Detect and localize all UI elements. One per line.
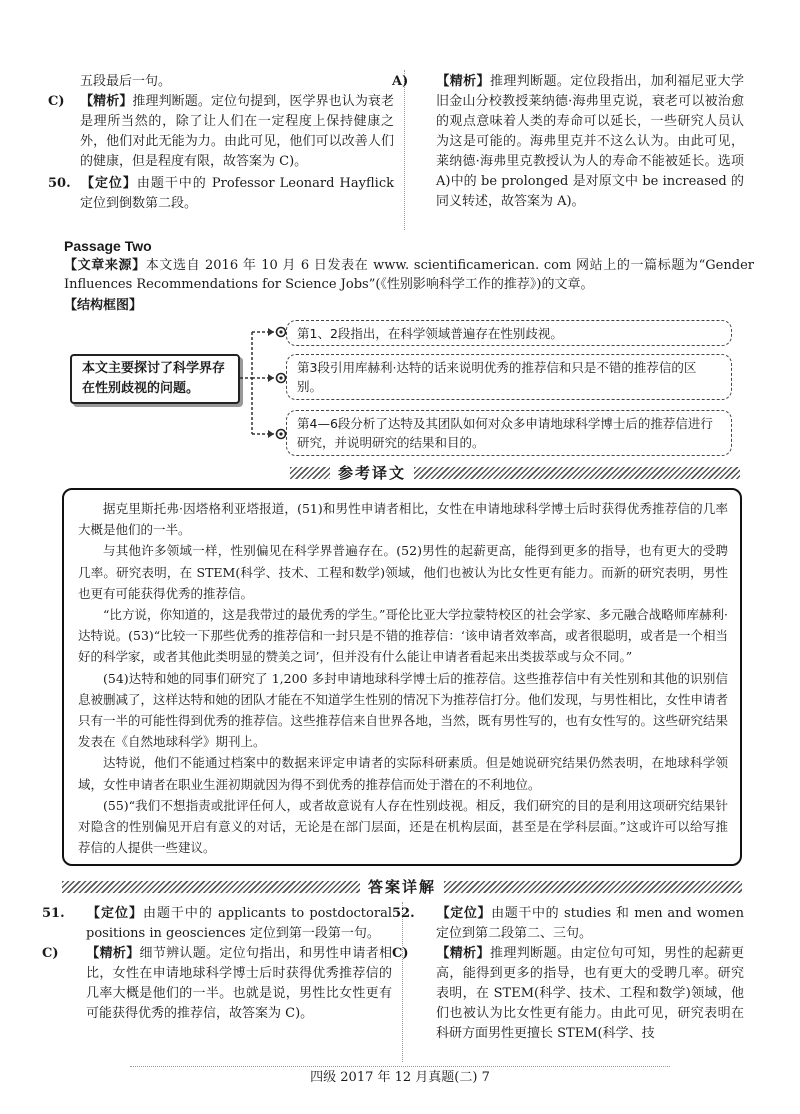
answers-left-column xyxy=(42,904,392,1024)
translation-paragraph-3: “比方说，你知道的，这是我带过的最优秀的学生。”哥伦比亚大学拉蒙特校区的社会学家、多元融合战略师库赫利·达特说。(53)“比较一下那些优秀的推荐信和一封只是不错的推荐信：‘该申请者效率高，或者很聪明，或者是一个相当好的科学家，或者其他此类明显的赞美之词’，但并没有什么能让申请者看起来出类拔萃或与众不同。” xyxy=(78,607,728,665)
structure-branch-2 xyxy=(286,354,732,400)
answer-49-analysis xyxy=(48,92,394,172)
answer-choice-label: C) xyxy=(392,946,409,961)
summary-text: 本文主要探讨了科学界存在性别歧视的问题。 xyxy=(82,361,226,396)
question-number: 50. xyxy=(48,176,71,191)
hatch-decoration xyxy=(62,881,360,893)
answers-section-bar xyxy=(62,876,742,898)
answer-choice-label: A) xyxy=(392,74,409,89)
analysis-tag: 【精析】 xyxy=(436,74,490,89)
page-footer: 四级 2017 年 12 月真题(二) 7 xyxy=(310,1070,490,1085)
hatch-decoration xyxy=(444,881,742,893)
question-number: 51. xyxy=(42,906,65,921)
structure-branch-1 xyxy=(286,320,732,346)
answer-52-analysis xyxy=(392,944,744,1044)
source-text: 本文选自 2016 年 10 月 6 日发表在 www. scientificamerican. com 网站上的一篇标题为“Gender Influences Recommendations for Science Jobs”(《性别影响科学工作的推荐》)的文章。 xyxy=(64,258,754,292)
analysis-tag: 【精析】 xyxy=(436,946,490,961)
answer-51-analysis xyxy=(42,944,392,1024)
top-right-column xyxy=(392,72,744,212)
article-summary-box xyxy=(70,354,240,404)
analysis-text: 推理判断题。由定位句可知，男性的起薪更高，能得到更多的指导，也有更大的受聘几率。研究表明，在 STEM(科学、技术、工程和数学)领域，他们也被认为比女性更有能力。由此可见，研究表明在科研方面男性更擅长 STEM(科学、技 xyxy=(436,946,744,1041)
answer-50-analysis xyxy=(392,72,744,212)
question-50-locate xyxy=(48,174,394,214)
locate-text: 由题干中的 studies 和 men and women 定位到第二段第二、三句。 xyxy=(436,906,744,941)
translation-paragraph-1: 据克里斯托弗·因塔格利亚塔报道，(51)和男性申请者相比，女性在申请地球科学博士后时获得优秀推荐信的几率大概是他们的一半。 xyxy=(78,501,728,538)
question-number: 52. xyxy=(392,906,415,921)
translation-box xyxy=(62,488,742,866)
translation-paragraph-4: (54)达特和她的同事们研究了 1,200 多封申请地球科学博士后的推荐信。这些推荐信中有关性别和其他的识别信息被删减了，这样达特和她的团队才能在不知道学生性别的情况下为推荐信打分。他们发现，与男性相比，女性申请者只有一半的可能性得到优秀的推荐信。这些推荐信来自世界各地，当然，既有男性写的，也有女性写的。这些研究结果发表在《自然地球科学》期刊上。 xyxy=(78,670,729,750)
locate-text: 由题干中的 applicants to postdoctoral positions in geosciences 定位到第一段第一句。 xyxy=(86,906,392,941)
column-divider xyxy=(402,902,403,1062)
locate-tag: 【定位】 xyxy=(86,906,143,921)
translation-section-bar xyxy=(290,462,740,484)
locate-text: 由题干中的 Professor Leonard Hayflick 定位到倒数第二段。 xyxy=(80,176,394,211)
structure-frame-label: 【结构框图】 xyxy=(64,298,143,313)
previous-answer-tail: 五段最后一句。 xyxy=(80,74,172,89)
analysis-tag: 【精析】 xyxy=(86,946,140,961)
translation-title: 参考译文 xyxy=(338,464,407,482)
footer-rule xyxy=(130,1066,670,1067)
hatch-decoration xyxy=(414,467,740,479)
branch-text: 第1、2段指出，在科学领域普遍存在性别歧视。 xyxy=(297,326,563,341)
analysis-text: 推理判断题。定位句提到，医学界也认为衰老是理所当然的，除了让人们在一定程度上保持健康之外，他们对此无能为力。由此可见，他们可以改善人们的健康，但是程度有限，故答案为 C)。 xyxy=(80,94,394,169)
analysis-text: 推理判断题。定位段指出，加利福尼亚大学旧金山分校教授莱纳德·海弗里克说，衰老可以被治愈的观点意味着人类的寿命可以延长，一些研究人员认为这是可能的。海弗里克并不这么认为。由此可见，莱纳德·海弗里克教授认为人的寿命不能被延长。选项 A)中的 be prolonged 是对原文中 be increased 的同义转述，故答案为 A)。 xyxy=(436,74,744,209)
locate-tag: 【定位】 xyxy=(80,176,137,191)
source-tag: 【文章来源】 xyxy=(64,258,146,273)
hatch-decoration xyxy=(290,467,330,479)
question-52-locate xyxy=(392,904,744,944)
column-divider xyxy=(404,70,405,230)
question-51-locate xyxy=(42,904,392,944)
translation-paragraph-5: 达特说，他们不能通过档案中的数据来评定申请者的实际科研素质。但是她说研究结果仍然表明，在地球科学领域，女性申请者在职业生涯初期就因为得不到优秀的推荐信而处于潜在的不利地位。 xyxy=(78,755,728,792)
translation-paragraph-2: 与其他许多领域一样，性别偏见在科学界普遍存在。(52)男性的起薪更高，能得到更多的指导，也有更大的受聘几率。研究表明，在 STEM(科学、技术、工程和数学)领域，他们也被认为比女性更有能力。而新的研究表明，男性也更有可能获得优秀的推荐信。 xyxy=(78,543,728,601)
passage-title: Passage Two xyxy=(64,238,152,254)
branch-text: 第3段引用库赫利·达特的话来说明优秀的推荐信和只是不错的推荐信的区别。 xyxy=(297,360,697,394)
answer-choice-label: C) xyxy=(42,946,59,961)
locate-tag: 【定位】 xyxy=(436,906,492,921)
answers-right-column xyxy=(392,904,744,1044)
analysis-text: 细节辨认题。定位句指出，和男性申请者相比，女性在申请地球科学博士后时获得优秀推荐信的几率大概是他们的一半。也就是说，男性比女性更有可能获得优秀的推荐信，故答案为 C)。 xyxy=(86,946,392,1021)
top-left-column xyxy=(48,72,394,214)
translation-paragraph-6: (55)“我们不想指责或批评任何人，或者故意说有人存在性别歧视。相反，我们研究的目的是利用这项研究结果针对隐含的性别偏见开启有意义的对话，无论是在部门层面，还是在机构层面，甚至是在学科层面。”这或许可以给写推荐信的人提供一些建议。 xyxy=(78,797,728,856)
answer-choice-label: C) xyxy=(48,94,65,109)
answers-title: 答案详解 xyxy=(368,878,437,896)
branch-text: 第4—6段分析了达特及其团队如何对众多申请地球科学博士后的推荐信进行研究，并说明研究的结果和目的。 xyxy=(297,416,713,450)
structure-branch-3 xyxy=(286,410,732,456)
analysis-tag: 【精析】 xyxy=(80,94,133,109)
article-source xyxy=(64,256,754,294)
